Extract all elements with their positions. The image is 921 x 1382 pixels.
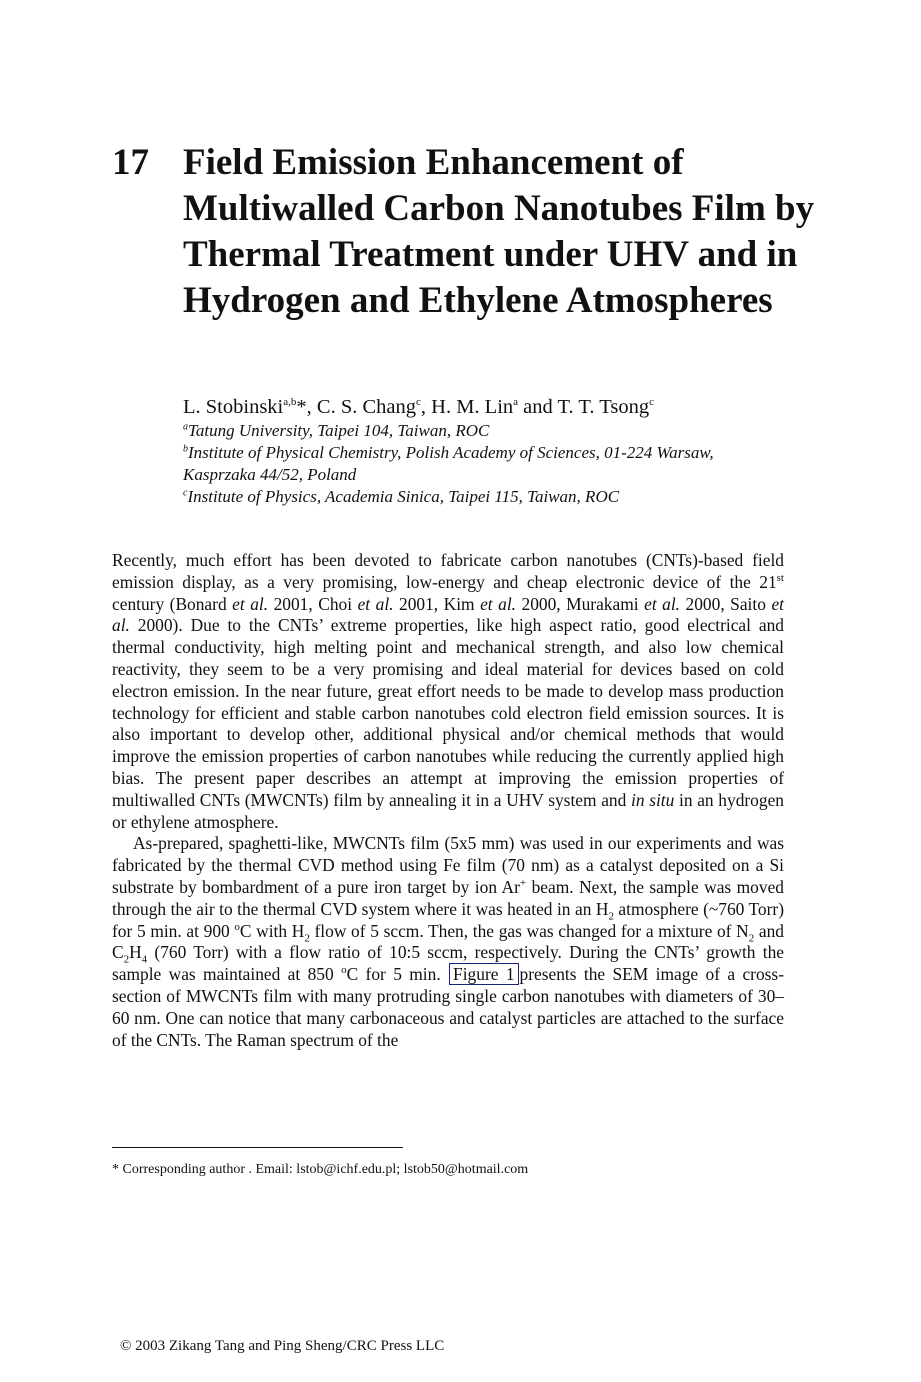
text-run: 2000, Murakami: [516, 593, 645, 614]
text-run: 2001, Choi: [268, 593, 358, 614]
paragraph-methods: [112, 833, 784, 1051]
et-al: et al.: [357, 593, 394, 614]
author-name: C. S. Chang: [316, 396, 416, 418]
et-al: et al.: [112, 593, 784, 636]
author-separator: ,: [420, 396, 432, 418]
text-run: beam. Next, the sample was moved through the air to the thermal CVD system where it was heated in an H: [112, 876, 784, 919]
affiliation-mark: b: [183, 443, 188, 455]
author-separator: and: [518, 396, 558, 418]
text-run: 2000, Saito: [680, 593, 772, 614]
affiliation-item: [183, 442, 783, 486]
superscript: +: [519, 877, 527, 890]
author-name: T. T. Tsong: [557, 396, 650, 418]
footnote: * Corresponding author . Email: lstob@ichf.edu.pl; lstob50@hotmail.com: [112, 1162, 529, 1177]
affiliation-text: Tatung University, Taipei 104, Taiwan, ROC: [188, 421, 490, 440]
et-al: et al.: [644, 593, 681, 614]
author-name: L. Stobinski: [183, 396, 284, 418]
figure-1-link[interactable]: Figure 1: [449, 963, 518, 985]
degree-mark: o: [234, 920, 240, 933]
text-run: in an hydrogen or ethylene atmosphere.: [112, 789, 784, 832]
superscript: st: [776, 572, 784, 584]
text-run: H: [129, 942, 142, 963]
corresponding-mark: *,: [296, 396, 317, 418]
subscript: 4: [141, 953, 148, 966]
affiliation-text: Institute of Physics, Academia Sinica, Taipei 115, Taiwan, ROC: [187, 487, 620, 506]
text-run: and C: [112, 920, 785, 963]
et-al: et al.: [232, 593, 269, 614]
et-al: et al.: [480, 593, 516, 614]
author-list: [183, 394, 823, 420]
text-run: As-prepared, spaghetti-like, MWCNTs film (5x5 mm) was used in our experiments and was fabricated by the thermal CVD method using Fe film (70 nm) as a catalyst deposited on a Si substrate by bombardment of a pure iron target by ion Ar: [112, 833, 784, 897]
author-affiliation-mark: c: [416, 396, 421, 409]
author-name: H. M. Lin: [431, 396, 514, 418]
text-run: C with H: [239, 920, 305, 941]
affiliation-item: [183, 420, 783, 442]
affiliation-mark: c: [183, 487, 188, 499]
text-run: flow of 5 sccm. Then, the gas was changed for a mixture of N: [309, 920, 749, 941]
copyright-notice: © 2003 Zikang Tang and Ping Sheng/CRC Press LLC: [120, 1338, 445, 1354]
body-text: [112, 550, 784, 1051]
affiliation-item: [183, 486, 783, 508]
author-affiliation-mark: c: [649, 396, 654, 409]
paragraph-intro: [112, 550, 784, 833]
text-run: presents the SEM image of a cross-section of MWCNTs film with many protruding single carbon nanotubes with diameters of 30–60 nm. One can notice that many carbonaceous and catalyst particles are attached to the surface of the CNTs. The Raman spectrum of the: [112, 964, 784, 1050]
in-situ: in situ: [630, 789, 675, 810]
chapter-title: Field Emission Enhancement of Multiwalled Carbon Nanotubes Film by Thermal Treatment under UHV and in Hydrogen and Ethylene Atmospheres: [183, 142, 815, 321]
subscript: 2: [608, 910, 614, 923]
subscript: 2: [748, 932, 755, 945]
affiliation-list: [183, 420, 783, 508]
text-run: 2000). Due to the CNTs’ extreme properties, like high aspect ratio, good electrical and thermal conductivity, high melting point and mechanical strength, and also low chemical reactivity, they seem to be a very promising and ideal material for devices based on cold electron emission. In the near future, great effort needs to be made to develop mass production technology for efficient and stable carbon nanotubes cold electron field emission sources. It is also important to develop other, additional physical and/or chemical methods that would improve the emission properties of carbon nanotubes while reducing the currently applied high bias. The present paper describes an attempt at improving the emission properties of multiwalled CNTs (MWCNTs) film by annealing it in a UHV system and: [112, 615, 784, 810]
text-run: Recently, much effort has been devoted to fabricate carbon nanotubes (CNTs)-based field emission display, as a very promising, low-energy and cheap electronic device of the 21: [112, 550, 784, 592]
degree-mark: o: [341, 964, 347, 977]
text-run: (760 Torr) with a flow ratio of 10:5 sccm, respectively. During the CNTs’ growth the sample was maintained at 850: [112, 942, 784, 985]
author-affiliation-mark: a,b: [283, 396, 297, 409]
subscript: 2: [304, 932, 310, 945]
affiliation-text: Institute of Physical Chemistry, Polish Academy of Sciences, 01-224 Warsaw, Kasprzaka 44/52, Poland: [183, 443, 714, 484]
text-run: century (Bonard: [112, 593, 233, 614]
text-run: C for 5 min.: [346, 964, 441, 985]
affiliation-mark: a: [183, 421, 188, 433]
text-run: 2001, Kim: [393, 593, 481, 614]
subscript: 2: [123, 953, 130, 966]
chapter-number: 17: [112, 142, 149, 183]
text-run: atmosphere (~760 Torr) for 5 min. at 900: [112, 898, 784, 941]
footnote-divider: [112, 1147, 403, 1148]
author-affiliation-mark: a: [513, 396, 519, 409]
